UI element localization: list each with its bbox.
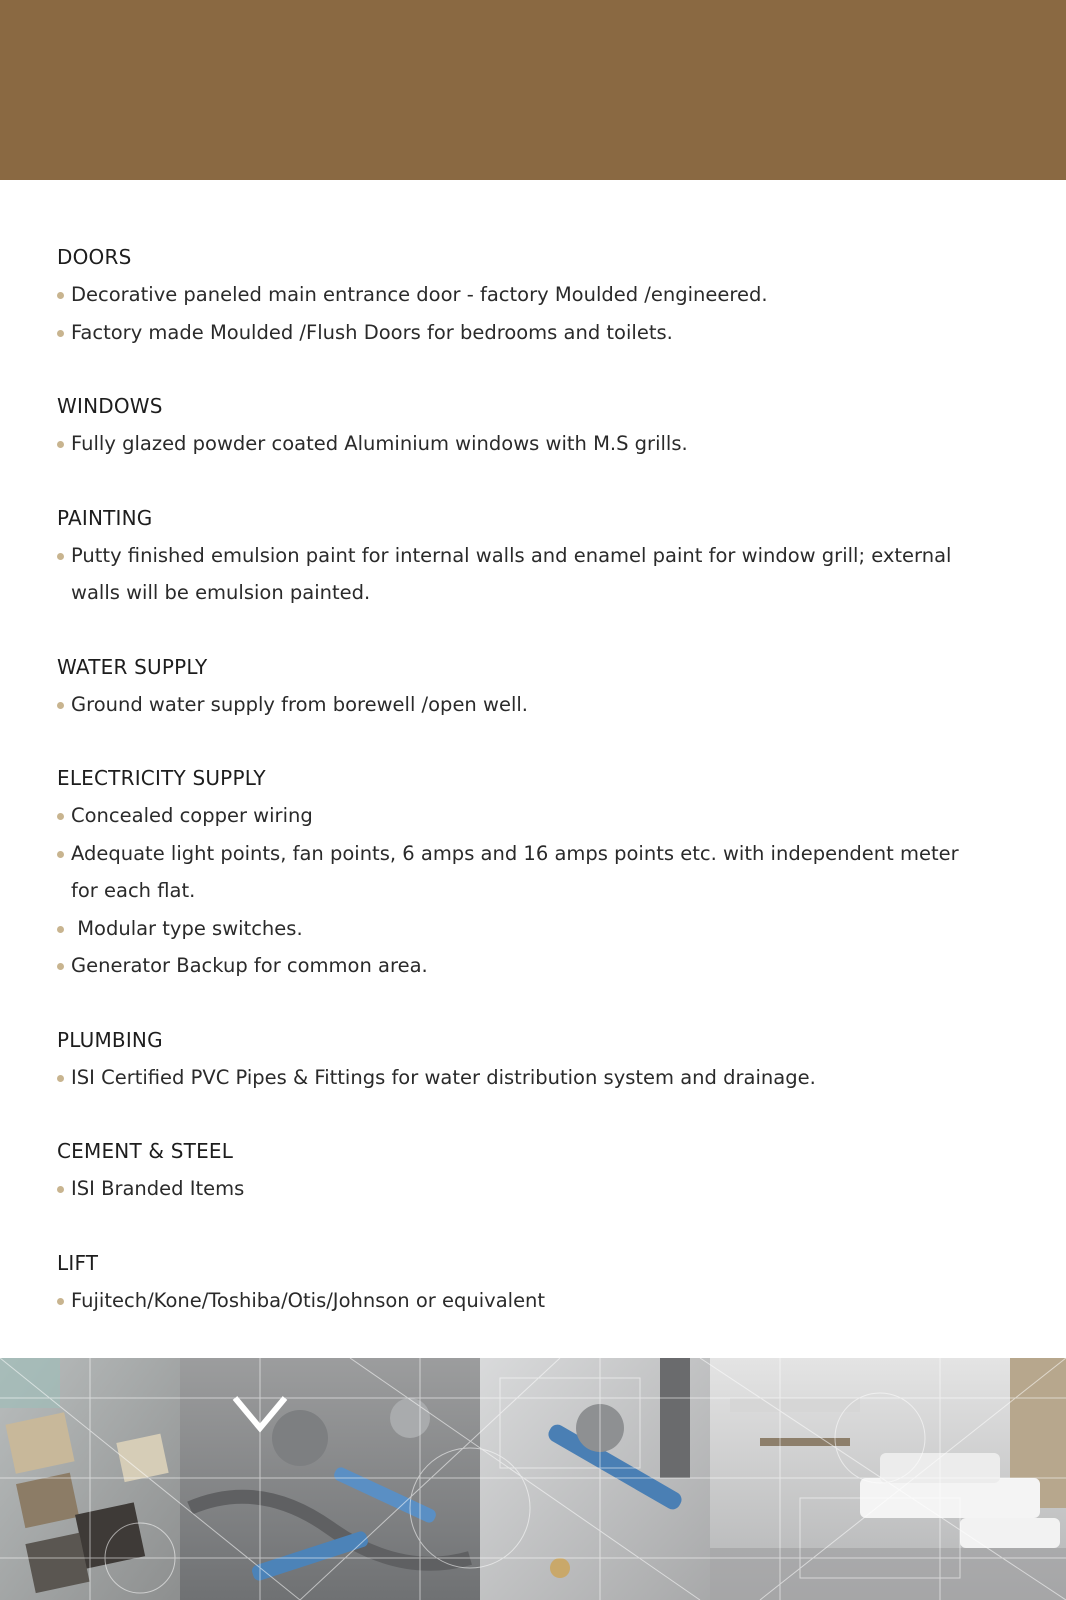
section-title: LIFT xyxy=(57,1250,99,1275)
item-text: Fully glazed powder coated Aluminium windows with M.S grills. xyxy=(71,432,688,455)
bullet-icon xyxy=(57,553,64,560)
section-title: PAINTING xyxy=(57,505,153,530)
item-text: Decorative paneled main entrance door - factory Moulded /engineered. xyxy=(71,283,768,306)
item-text: ISI Certified PVC Pipes & Fittings for water distribution system and drainage. xyxy=(71,1065,816,1089)
list-item xyxy=(57,835,977,910)
section-plumbing xyxy=(57,1021,977,1097)
bullet-icon xyxy=(57,702,64,709)
section-painting xyxy=(57,499,977,612)
list-item xyxy=(57,425,977,463)
item-text: Concealed copper wiring xyxy=(71,804,313,827)
item-text: Putty finished emulsion paint for internal walls and enamel paint for window grill; external walls will be emulsion painted. xyxy=(71,543,952,604)
bullet-icon xyxy=(57,813,64,820)
bullet-icon xyxy=(57,1075,64,1082)
item-text: Modular type switches. xyxy=(71,916,303,940)
section-title: WINDOWS xyxy=(57,394,163,418)
bullet-icon xyxy=(57,330,64,337)
specifications-list xyxy=(57,238,977,1355)
bullet-icon xyxy=(57,1186,64,1193)
list-item xyxy=(57,910,977,948)
item-text: Factory made Moulded /Flush Doors for bedrooms and toilets. xyxy=(71,320,673,344)
section-title: ELECTRICITY SUPPLY xyxy=(57,766,266,790)
item-text: Generator Backup for common area. xyxy=(71,954,428,977)
footer-photo-collage xyxy=(0,1358,1066,1600)
item-text: ISI Branded Items xyxy=(71,1177,245,1200)
list-item xyxy=(57,537,977,612)
section-lift xyxy=(57,1244,977,1320)
section-title: WATER SUPPLY xyxy=(57,654,208,679)
bullet-icon xyxy=(57,441,64,448)
item-text: Fujitech/Kone/Toshiba/Otis/Johnson or equivalent xyxy=(71,1288,546,1312)
bullet-icon xyxy=(57,926,64,933)
bullet-icon xyxy=(57,1298,64,1305)
list-item xyxy=(57,686,977,724)
list-item xyxy=(57,1282,977,1320)
item-text: Adequate light points, fan points, 6 amps and 16 amps points etc. with independent meter for each flat. xyxy=(71,841,959,902)
section-water-supply xyxy=(57,648,977,724)
bullet-icon xyxy=(57,851,64,858)
bullet-icon xyxy=(57,963,64,970)
list-item xyxy=(57,314,977,352)
section-electricity-supply xyxy=(57,759,977,985)
section-windows xyxy=(57,387,977,463)
section-cement-steel xyxy=(57,1132,977,1208)
section-title: PLUMBING xyxy=(57,1027,163,1052)
bullet-icon xyxy=(57,292,64,299)
section-doors xyxy=(57,238,977,351)
section-title: DOORS xyxy=(57,245,132,269)
list-item xyxy=(57,1170,977,1208)
list-item xyxy=(57,797,977,835)
list-item xyxy=(57,1059,977,1097)
list-item xyxy=(57,276,977,314)
section-title: CEMENT & STEEL xyxy=(57,1139,234,1163)
collage-illustration xyxy=(0,1358,1066,1600)
header-band xyxy=(0,0,1066,180)
item-text: Ground water supply from borewell /open well. xyxy=(71,692,528,716)
list-item xyxy=(57,947,977,985)
